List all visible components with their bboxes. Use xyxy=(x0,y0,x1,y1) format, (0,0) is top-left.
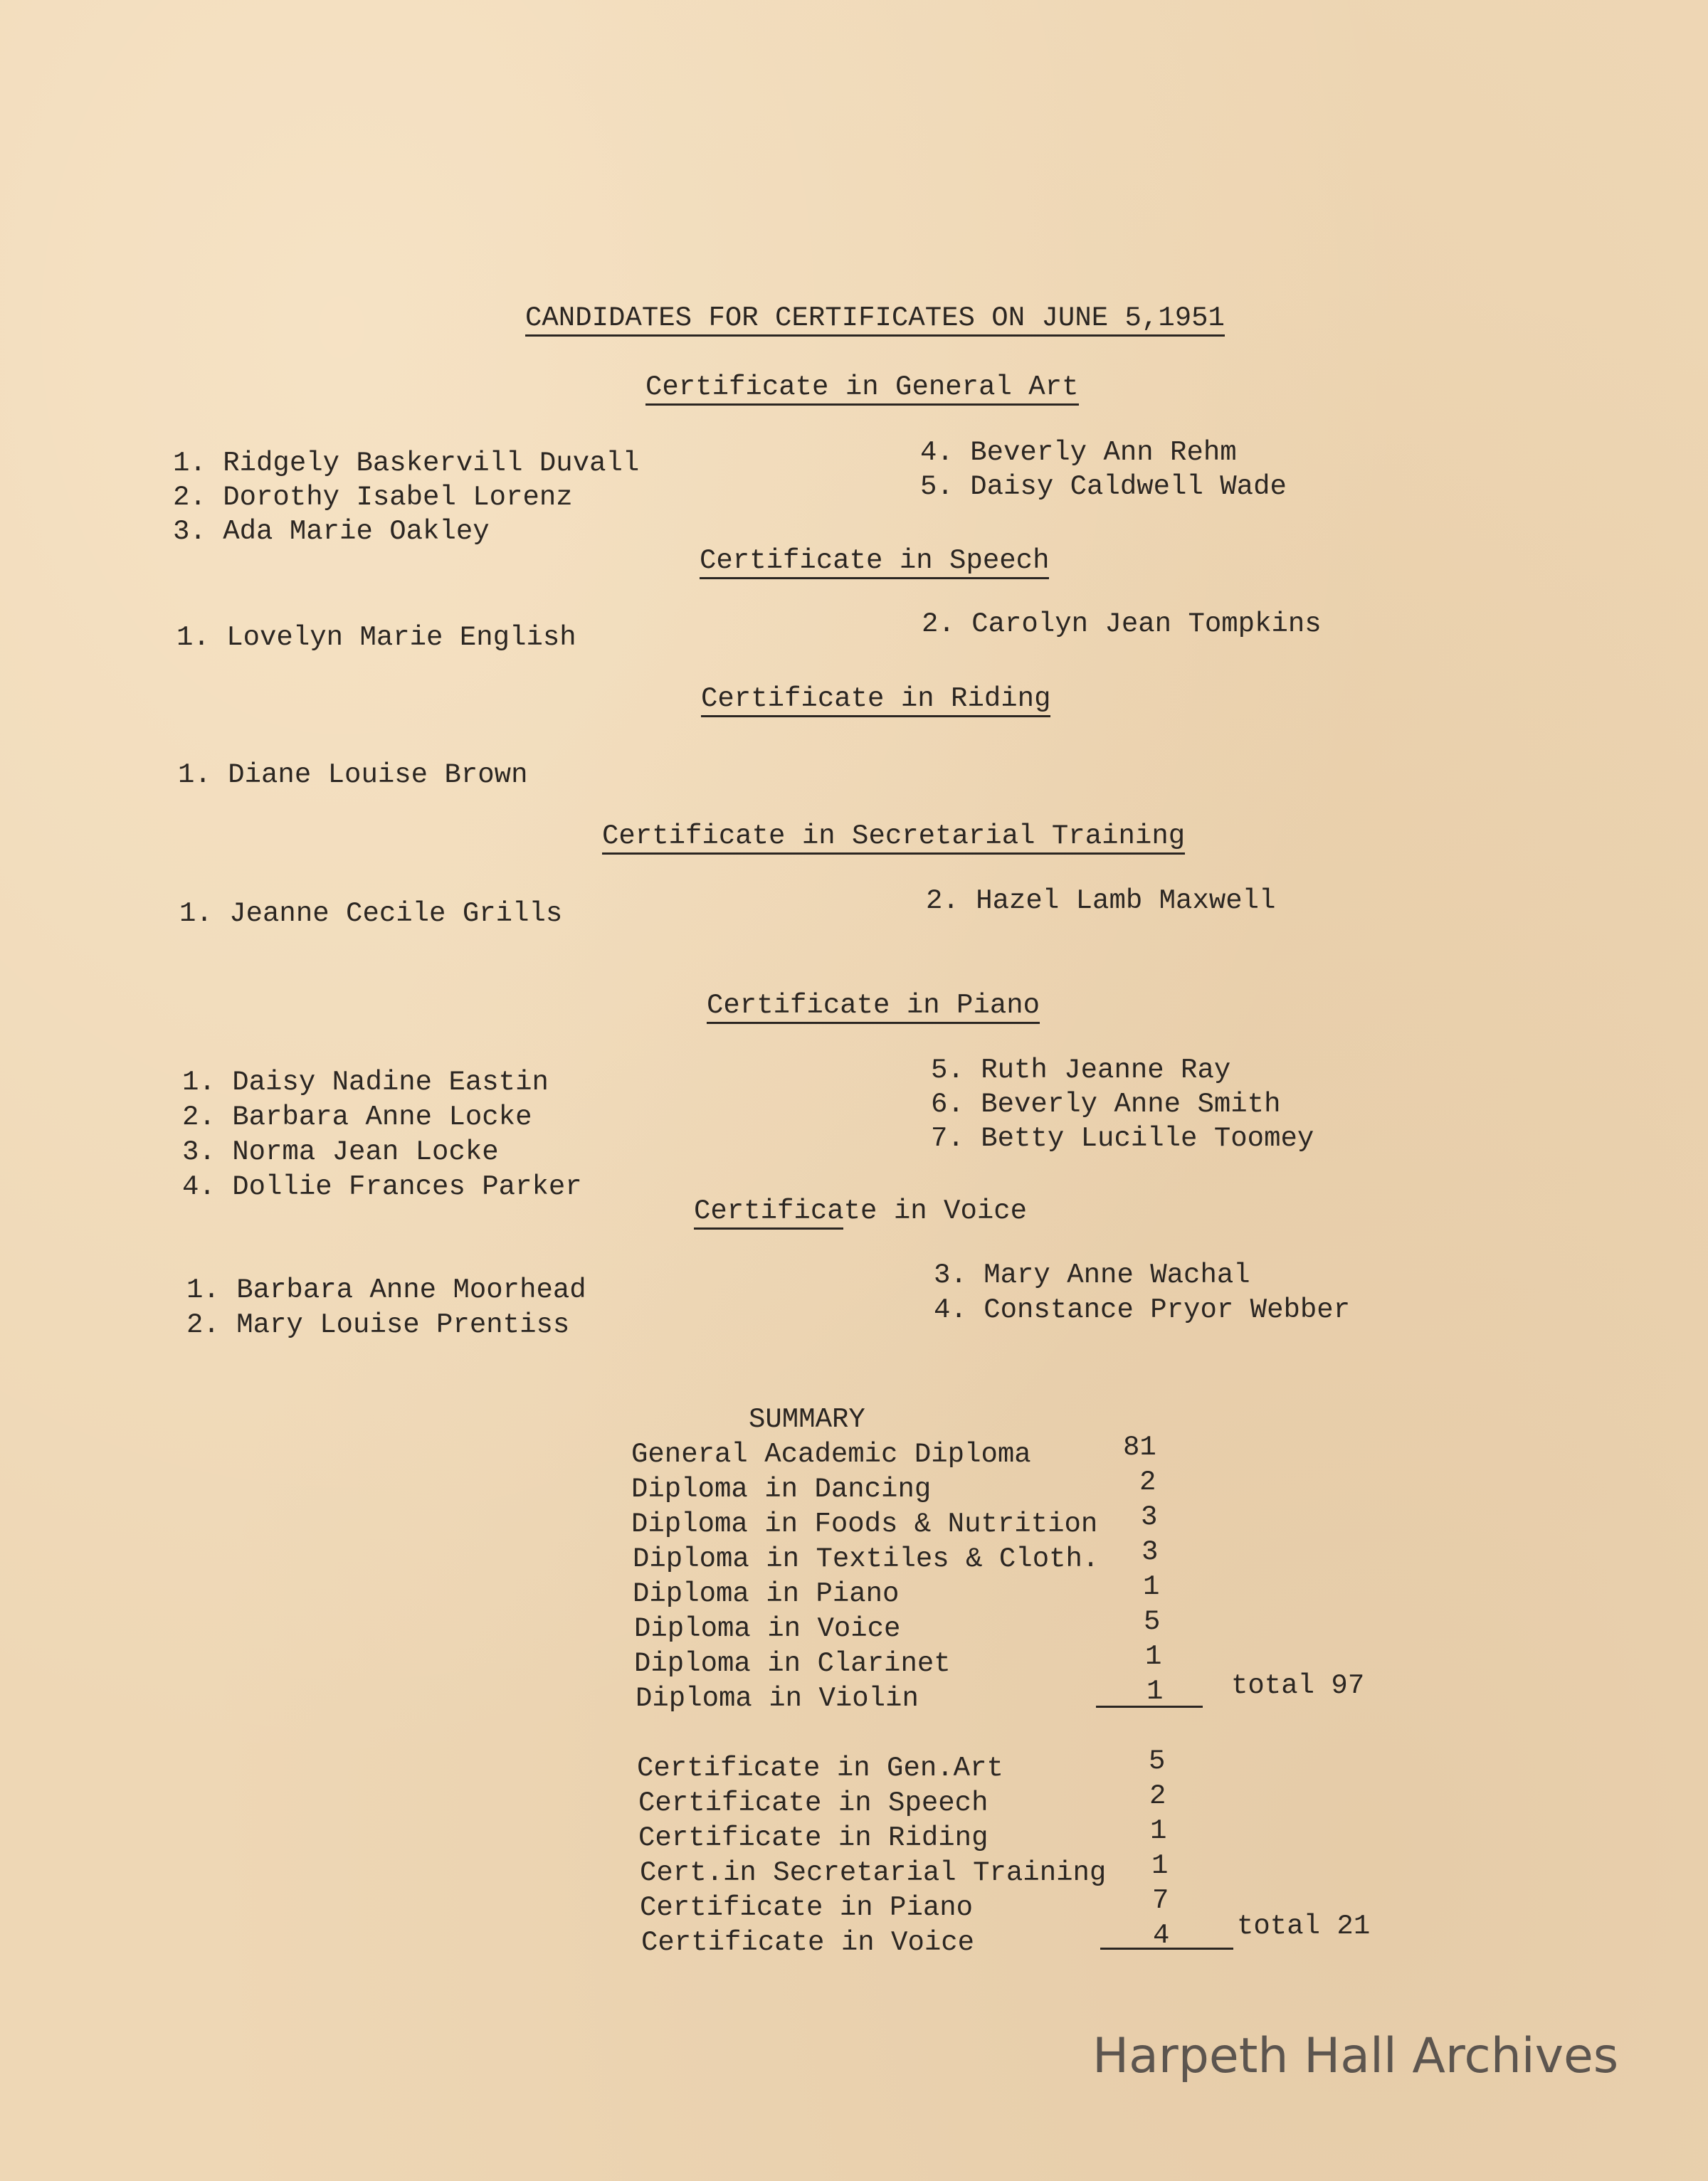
certificates-total: total 21 xyxy=(1237,1911,1371,1942)
summary-label: Certificate in Riding xyxy=(638,1822,989,1854)
list-item: 2. Dorothy Isabel Lorenz xyxy=(173,482,573,513)
summary-label: Diploma in Violin xyxy=(636,1683,919,1714)
list-item: 2. Barbara Anne Locke xyxy=(182,1102,532,1133)
list-item: 4. Dollie Frances Parker xyxy=(182,1171,582,1203)
summary-label: Diploma in Clarinet xyxy=(634,1648,951,1679)
summary-count: 3 xyxy=(1142,1536,1159,1568)
summary-count: 1 xyxy=(1143,1571,1160,1602)
list-item: 3. Ada Marie Oakley xyxy=(173,516,490,547)
summary-label: Diploma in Voice xyxy=(634,1613,901,1644)
summary-count: 1 xyxy=(1150,1815,1167,1847)
section-heading-riding: Certificate in Riding xyxy=(701,685,1050,717)
summary-count: 7 xyxy=(1152,1885,1169,1916)
diplomas-total: total 97 xyxy=(1231,1670,1365,1701)
summary-label: Certificate in Voice xyxy=(641,1927,975,1958)
list-item: 1. Daisy Nadine Eastin xyxy=(182,1067,549,1098)
list-item: 1. Jeanne Cecile Grills xyxy=(179,898,563,929)
summary-label: General Academic Diploma xyxy=(631,1439,1031,1470)
summary-count: 1 xyxy=(1151,1850,1169,1881)
list-item: 2. Mary Louise Prentiss xyxy=(186,1309,570,1341)
summary-count: 81 xyxy=(1123,1432,1156,1463)
summary-label: Certificate in Speech xyxy=(638,1787,989,1819)
sum-rule xyxy=(1096,1706,1203,1708)
summary-count: 1 xyxy=(1146,1676,1164,1707)
summary-count: 3 xyxy=(1141,1501,1158,1533)
section-heading-secretarial-training: Certificate in Secretarial Training xyxy=(602,823,1185,855)
list-item: 1. Barbara Anne Moorhead xyxy=(186,1274,586,1306)
summary-count: 1 xyxy=(1145,1641,1162,1672)
summary-heading: SUMMARY xyxy=(749,1404,865,1435)
summary-label: Diploma in Piano xyxy=(633,1578,900,1610)
list-item: 6. Beverly Anne Smith xyxy=(931,1089,1281,1120)
summary-label: Certificate in Gen.Art xyxy=(637,1753,1003,1784)
summary-count: 4 xyxy=(1153,1920,1170,1951)
summary-count: 2 xyxy=(1139,1467,1156,1498)
list-item: 2. Hazel Lamb Maxwell xyxy=(926,885,1276,917)
summary-label: Cert.in Secretarial Training xyxy=(640,1857,1107,1889)
list-item: 1. Ridgely Baskervill Duvall xyxy=(173,448,640,479)
section-heading-general-art: Certificate in General Art xyxy=(645,374,1079,406)
list-item: 3. Mary Anne Wachal xyxy=(934,1260,1250,1291)
summary-count: 2 xyxy=(1149,1780,1166,1812)
list-item: 5. Daisy Caldwell Wade xyxy=(920,471,1287,502)
summary-label: Diploma in Textiles & Cloth. xyxy=(633,1543,1100,1575)
summary-label: Certificate in Piano xyxy=(640,1892,974,1923)
summary-count: 5 xyxy=(1149,1746,1166,1777)
list-item: 1. Diane Louise Brown xyxy=(178,759,528,791)
document-title: CANDIDATES FOR CERTIFICATES ON JUNE 5,1951 xyxy=(525,305,1225,337)
summary-label: Diploma in Dancing xyxy=(631,1474,932,1505)
summary-label: Diploma in Foods & Nutrition xyxy=(631,1509,1098,1540)
section-heading-piano: Certificate in Piano xyxy=(707,992,1040,1024)
list-item: 1. Lovelyn Marie English xyxy=(176,622,576,653)
archive-watermark: Harpeth Hall Archives xyxy=(1092,2028,1619,2084)
summary-count: 5 xyxy=(1144,1606,1161,1637)
list-item: 7. Betty Lucille Toomey xyxy=(931,1123,1314,1154)
section-heading-voice: Certificate in Voice xyxy=(694,1195,1028,1227)
list-item: 4. Beverly Ann Rehm xyxy=(920,437,1237,468)
list-item: 5. Ruth Jeanne Ray xyxy=(931,1055,1231,1086)
list-item: 3. Norma Jean Locke xyxy=(182,1136,499,1168)
list-item: 4. Constance Pryor Webber xyxy=(934,1294,1351,1326)
sum-rule xyxy=(1100,1948,1233,1950)
section-heading-speech: Certificate in Speech xyxy=(700,547,1049,579)
list-item: 2. Carolyn Jean Tompkins xyxy=(922,608,1322,640)
heading-underline xyxy=(694,1227,843,1230)
